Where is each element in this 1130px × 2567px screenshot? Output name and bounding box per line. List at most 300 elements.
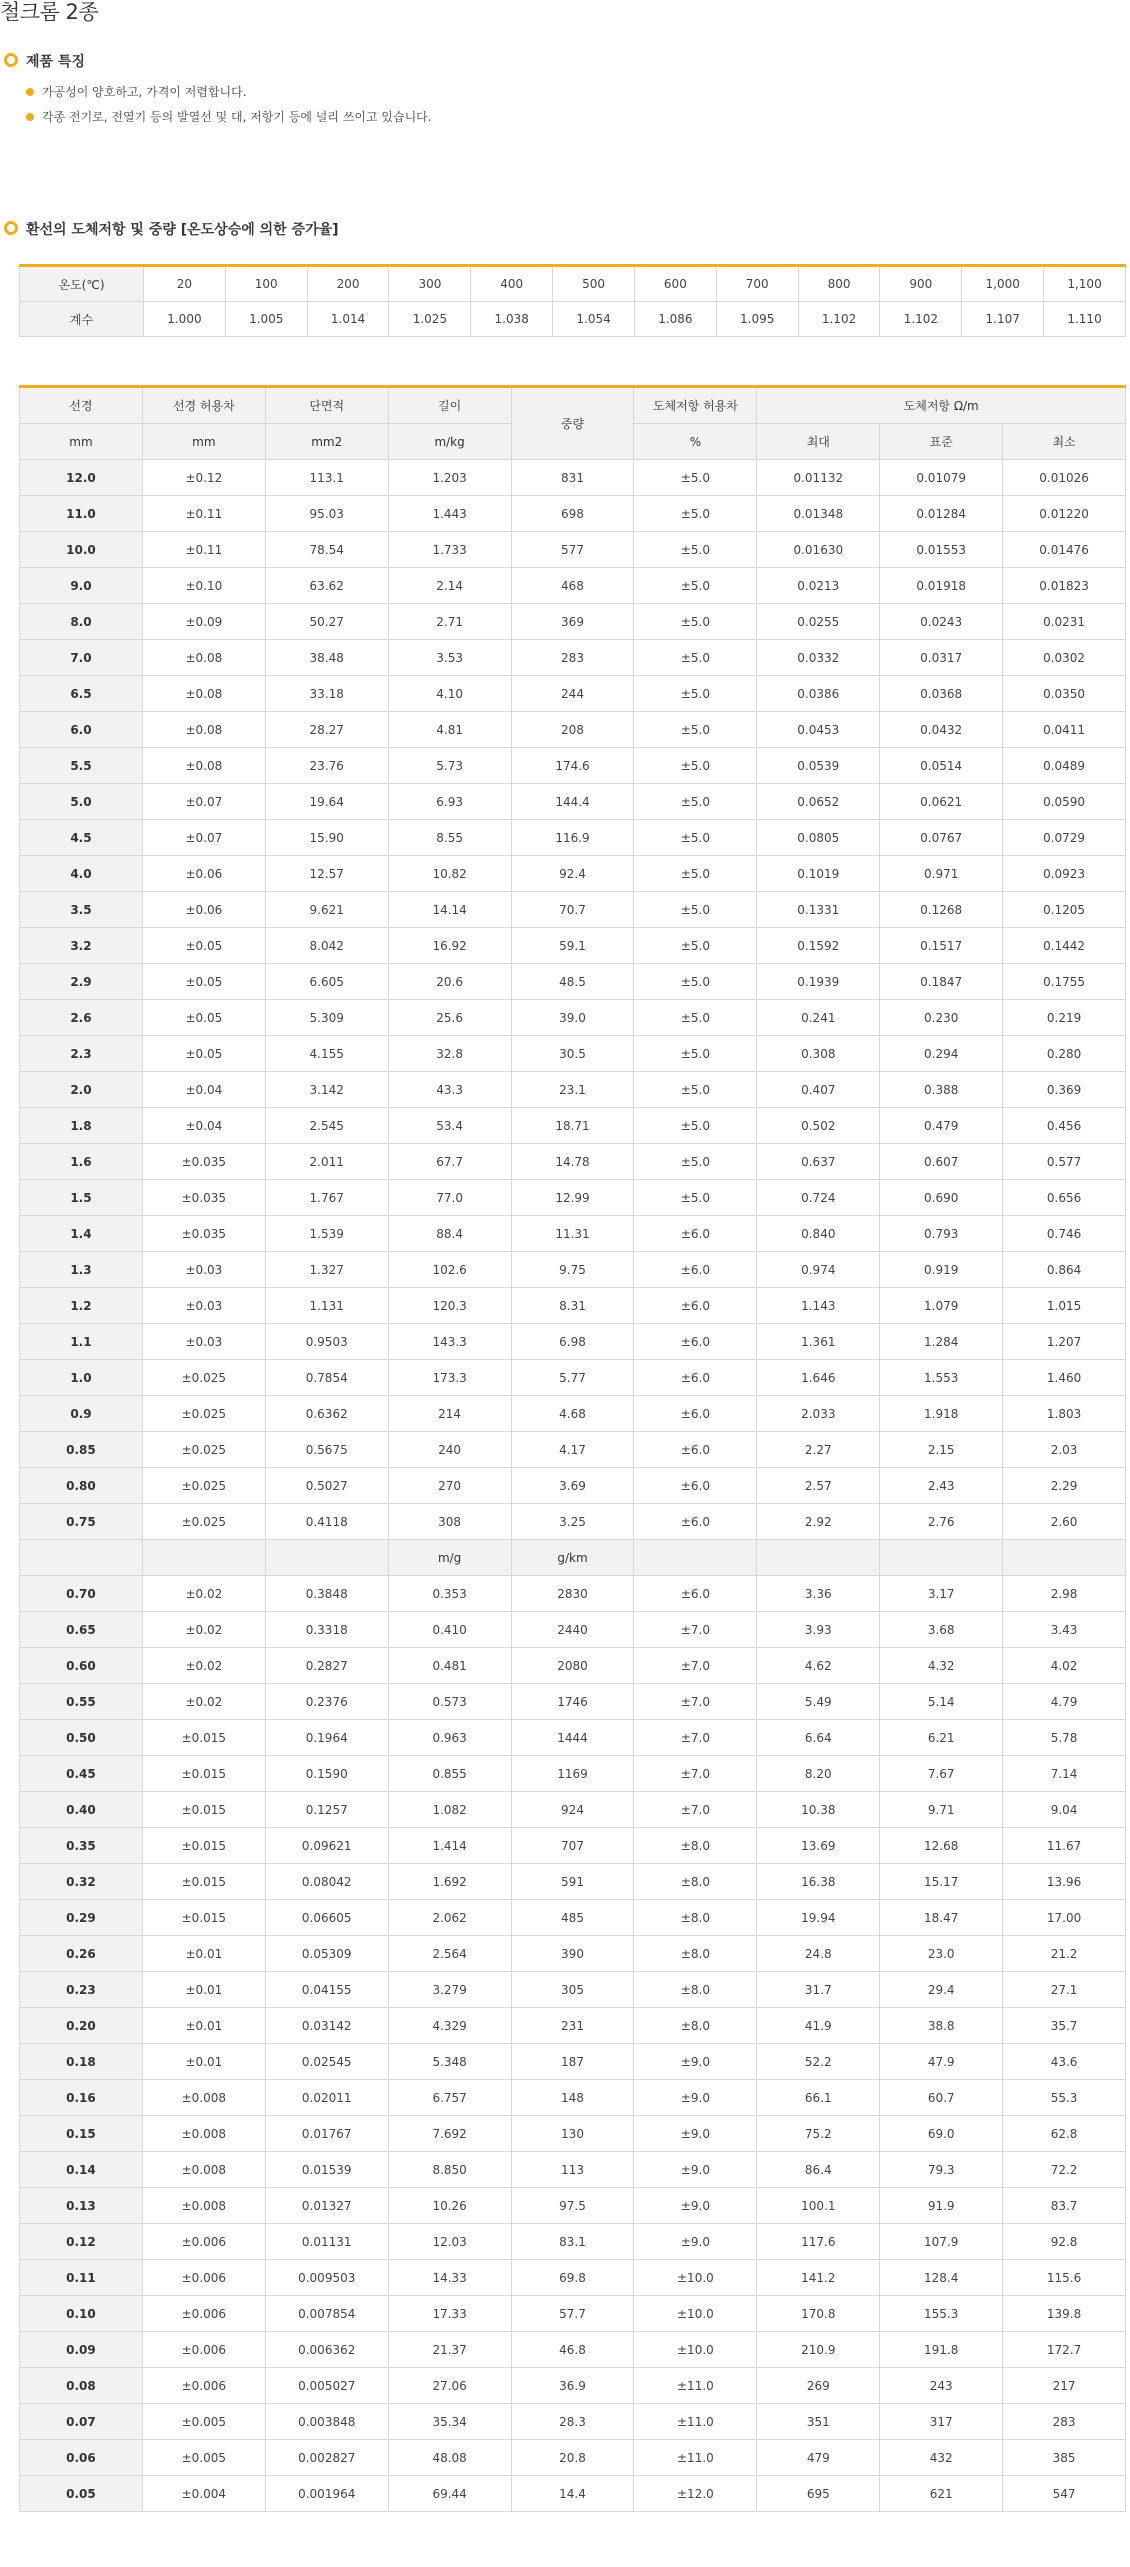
cell-res-std: 0.0621 xyxy=(880,784,1003,820)
table-row xyxy=(20,1144,1126,1180)
table-row xyxy=(20,1000,1126,1036)
cell-diameter: 1.4 xyxy=(20,1216,143,1252)
header-resistance: 도체저항 Ω/m xyxy=(757,387,1126,424)
unit-res-tol: % xyxy=(634,424,757,460)
temp-cell: 1,100 xyxy=(1044,266,1126,302)
cell-res-std: 0.01918 xyxy=(880,568,1003,604)
cell-res-max: 2.57 xyxy=(757,1468,880,1504)
cell-res-tol: ±6.0 xyxy=(634,1360,757,1396)
cell-res-min: 27.1 xyxy=(1003,1972,1126,2008)
cell-res-tol: ±7.0 xyxy=(634,1684,757,1720)
table-row xyxy=(20,892,1126,928)
cell-res-tol: ±5.0 xyxy=(634,640,757,676)
table-row xyxy=(20,1360,1126,1396)
cell-diameter: 6.0 xyxy=(20,712,143,748)
cell-tolerance: ±0.015 xyxy=(142,1900,265,1936)
cell-res-max: 6.64 xyxy=(757,1720,880,1756)
cell-res-min: 21.2 xyxy=(1003,1936,1126,1972)
coeff-cell: 1.054 xyxy=(553,302,635,337)
cell-tolerance: ±0.06 xyxy=(142,892,265,928)
header-tolerance: 선경 허용차 xyxy=(142,387,265,424)
cell-weight: 57.7 xyxy=(511,2296,634,2332)
cell-res-max: 0.0255 xyxy=(757,604,880,640)
cell-res-max: 479 xyxy=(757,2440,880,2476)
cell-area: 0.1257 xyxy=(265,1792,388,1828)
cell-res-min: 35.7 xyxy=(1003,2008,1126,2044)
cell-res-max: 1.646 xyxy=(757,1360,880,1396)
table-row xyxy=(20,1036,1126,1072)
feature-item xyxy=(26,105,432,130)
cell-area: 33.18 xyxy=(265,676,388,712)
cell-area: 0.4118 xyxy=(265,1504,388,1540)
table-row xyxy=(20,1108,1126,1144)
cell-tolerance: ±0.05 xyxy=(142,1000,265,1036)
cell-res-tol: ±11.0 xyxy=(634,2404,757,2440)
cell-diameter: 2.6 xyxy=(20,1000,143,1036)
cell-diameter: 0.60 xyxy=(20,1648,143,1684)
mid-unit-empty xyxy=(265,1540,388,1576)
cell-res-tol: ±8.0 xyxy=(634,1972,757,2008)
cell-length: 43.3 xyxy=(388,1072,511,1108)
cell-length: 10.82 xyxy=(388,856,511,892)
cell-weight: 69.8 xyxy=(511,2260,634,2296)
cell-tolerance: ±0.07 xyxy=(142,820,265,856)
cell-area: 0.6362 xyxy=(265,1396,388,1432)
table-row xyxy=(20,1648,1126,1684)
cell-area: 1.327 xyxy=(265,1252,388,1288)
header-weight: 중량 xyxy=(511,387,634,460)
cell-res-std: 23.0 xyxy=(880,1936,1003,1972)
cell-length: 4.10 xyxy=(388,676,511,712)
cell-res-std: 128.4 xyxy=(880,2260,1003,2296)
cell-res-std: 155.3 xyxy=(880,2296,1003,2332)
cell-res-min: 0.369 xyxy=(1003,1072,1126,1108)
spec-table xyxy=(19,385,1126,2512)
temp-cell: 100 xyxy=(225,266,307,302)
cell-tolerance: ±0.06 xyxy=(142,856,265,892)
coeff-cell: 1.102 xyxy=(798,302,880,337)
table-row xyxy=(20,1252,1126,1288)
cell-tolerance: ±0.05 xyxy=(142,928,265,964)
bullet-dot-icon xyxy=(26,113,34,121)
cell-res-min: 217 xyxy=(1003,2368,1126,2404)
cell-length: 2.062 xyxy=(388,1900,511,1936)
cell-res-tol: ±5.0 xyxy=(634,964,757,1000)
cell-res-min: 2.98 xyxy=(1003,1576,1126,1612)
cell-res-tol: ±8.0 xyxy=(634,2008,757,2044)
cell-res-max: 141.2 xyxy=(757,2260,880,2296)
cell-tolerance: ±0.008 xyxy=(142,2116,265,2152)
cell-area: 1.767 xyxy=(265,1180,388,1216)
cell-weight: 1169 xyxy=(511,1756,634,1792)
cell-res-max: 2.27 xyxy=(757,1432,880,1468)
cell-length: 2.71 xyxy=(388,604,511,640)
cell-res-max: 0.01630 xyxy=(757,532,880,568)
cell-res-max: 13.69 xyxy=(757,1828,880,1864)
cell-length: 3.53 xyxy=(388,640,511,676)
cell-res-std: 0.294 xyxy=(880,1036,1003,1072)
cell-tolerance: ±0.03 xyxy=(142,1288,265,1324)
cell-diameter: 0.50 xyxy=(20,1720,143,1756)
cell-weight: 577 xyxy=(511,532,634,568)
cell-length: 5.348 xyxy=(388,2044,511,2080)
cell-tolerance: ±0.005 xyxy=(142,2440,265,2476)
cell-res-max: 10.38 xyxy=(757,1792,880,1828)
cell-tolerance: ±0.015 xyxy=(142,1792,265,1828)
cell-res-std: 0.0514 xyxy=(880,748,1003,784)
cell-res-std: 0.0767 xyxy=(880,820,1003,856)
temp-cell: 500 xyxy=(553,266,635,302)
cell-area: 0.09621 xyxy=(265,1828,388,1864)
cell-length: 14.14 xyxy=(388,892,511,928)
cell-diameter: 1.0 xyxy=(20,1360,143,1396)
cell-length: 1.082 xyxy=(388,1792,511,1828)
table-row xyxy=(20,640,1126,676)
unit-tolerance: mm xyxy=(142,424,265,460)
cell-res-min: 172.7 xyxy=(1003,2332,1126,2368)
cell-diameter: 0.9 xyxy=(20,1396,143,1432)
cell-weight: 369 xyxy=(511,604,634,640)
cell-area: 113.1 xyxy=(265,460,388,496)
mid-unit-empty xyxy=(634,1540,757,1576)
mid-unit-empty xyxy=(880,1540,1003,1576)
cell-res-min: 3.43 xyxy=(1003,1612,1126,1648)
table-row xyxy=(20,2260,1126,2296)
cell-res-max: 31.7 xyxy=(757,1972,880,2008)
cell-res-std: 0.0243 xyxy=(880,604,1003,640)
cell-res-tol: ±5.0 xyxy=(634,1108,757,1144)
cell-res-min: 4.02 xyxy=(1003,1648,1126,1684)
coeff-cell: 1.025 xyxy=(389,302,471,337)
cell-tolerance: ±0.03 xyxy=(142,1252,265,1288)
cell-diameter: 0.45 xyxy=(20,1756,143,1792)
cell-area: 0.5675 xyxy=(265,1432,388,1468)
cell-length: 32.8 xyxy=(388,1036,511,1072)
cell-diameter: 0.85 xyxy=(20,1432,143,1468)
cell-res-max: 0.0213 xyxy=(757,568,880,604)
table-row xyxy=(20,1576,1126,1612)
cell-tolerance: ±0.12 xyxy=(142,460,265,496)
cell-res-max: 0.01132 xyxy=(757,460,880,496)
cell-res-tol: ±5.0 xyxy=(634,460,757,496)
coeff-cell: 1.005 xyxy=(225,302,307,337)
mid-unit-length: m/g xyxy=(388,1540,511,1576)
unit-min: 최소 xyxy=(1003,424,1126,460)
cell-weight: 113 xyxy=(511,2152,634,2188)
cell-res-min: 5.78 xyxy=(1003,1720,1126,1756)
cell-diameter: 0.14 xyxy=(20,2152,143,2188)
cell-res-tol: ±5.0 xyxy=(634,1036,757,1072)
cell-diameter: 10.0 xyxy=(20,532,143,568)
cell-res-std: 0.793 xyxy=(880,1216,1003,1252)
coeff-row xyxy=(20,302,1126,337)
mid-unit-empty xyxy=(1003,1540,1126,1576)
temp-cell: 20 xyxy=(144,266,226,302)
cell-res-std: 15.17 xyxy=(880,1864,1003,1900)
cell-res-tol: ±6.0 xyxy=(634,1576,757,1612)
cell-tolerance: ±0.025 xyxy=(142,1468,265,1504)
cell-length: 173.3 xyxy=(388,1360,511,1396)
features-heading xyxy=(4,52,85,72)
cell-area: 50.27 xyxy=(265,604,388,640)
cell-tolerance: ±0.035 xyxy=(142,1144,265,1180)
cell-length: 8.55 xyxy=(388,820,511,856)
cell-tolerance: ±0.015 xyxy=(142,1864,265,1900)
cell-res-std: 2.15 xyxy=(880,1432,1003,1468)
cell-diameter: 11.0 xyxy=(20,496,143,532)
cell-weight: 18.71 xyxy=(511,1108,634,1144)
table-row xyxy=(20,532,1126,568)
cell-res-tol: ±6.0 xyxy=(634,1468,757,1504)
cell-weight: 130 xyxy=(511,2116,634,2152)
temp-cell: 400 xyxy=(471,266,553,302)
cell-area: 63.62 xyxy=(265,568,388,604)
cell-res-min: 0.0590 xyxy=(1003,784,1126,820)
cell-res-std: 6.21 xyxy=(880,1720,1003,1756)
cell-res-max: 16.38 xyxy=(757,1864,880,1900)
cell-res-max: 0.0386 xyxy=(757,676,880,712)
cell-res-tol: ±8.0 xyxy=(634,1864,757,1900)
cell-res-std: 621 xyxy=(880,2476,1003,2512)
feature-text: 각종 전기로, 전열기 등의 발열선 및 대, 저항기 등에 널리 쓰이고 있습니다. xyxy=(42,110,432,124)
cell-area: 2.545 xyxy=(265,1108,388,1144)
cell-res-tol: ±7.0 xyxy=(634,1612,757,1648)
cell-diameter: 2.0 xyxy=(20,1072,143,1108)
cell-length: 0.410 xyxy=(388,1612,511,1648)
cell-res-max: 8.20 xyxy=(757,1756,880,1792)
cell-tolerance: ±0.025 xyxy=(142,1396,265,1432)
cell-weight: 187 xyxy=(511,2044,634,2080)
cell-area: 0.1590 xyxy=(265,1756,388,1792)
temperature-coefficient-table xyxy=(19,264,1126,337)
cell-res-min: 385 xyxy=(1003,2440,1126,2476)
cell-weight: 12.99 xyxy=(511,1180,634,1216)
cell-res-tol: ±5.0 xyxy=(634,604,757,640)
cell-weight: 70.7 xyxy=(511,892,634,928)
cell-weight: 144.4 xyxy=(511,784,634,820)
cell-area: 28.27 xyxy=(265,712,388,748)
cell-res-tol: ±7.0 xyxy=(634,1720,757,1756)
table-row xyxy=(20,460,1126,496)
cell-tolerance: ±0.01 xyxy=(142,2008,265,2044)
cell-tolerance: ±0.006 xyxy=(142,2368,265,2404)
table-row xyxy=(20,820,1126,856)
cell-diameter: 5.0 xyxy=(20,784,143,820)
cell-area: 0.02545 xyxy=(265,2044,388,2080)
cell-tolerance: ±0.04 xyxy=(142,1072,265,1108)
cell-res-min: 0.656 xyxy=(1003,1180,1126,1216)
cell-diameter: 12.0 xyxy=(20,460,143,496)
cell-area: 38.48 xyxy=(265,640,388,676)
table-row xyxy=(20,2440,1126,2476)
cell-area: 0.7854 xyxy=(265,1360,388,1396)
cell-res-std: 1.079 xyxy=(880,1288,1003,1324)
cell-res-min: 0.01220 xyxy=(1003,496,1126,532)
cell-weight: 283 xyxy=(511,640,634,676)
cell-diameter: 0.35 xyxy=(20,1828,143,1864)
cell-res-min: 0.0729 xyxy=(1003,820,1126,856)
cell-res-min: 0.746 xyxy=(1003,1216,1126,1252)
cell-res-max: 0.01348 xyxy=(757,496,880,532)
cell-res-min: 1.803 xyxy=(1003,1396,1126,1432)
cell-length: 120.3 xyxy=(388,1288,511,1324)
cell-tolerance: ±0.004 xyxy=(142,2476,265,2512)
cell-res-min: 1.207 xyxy=(1003,1324,1126,1360)
cell-res-min: 0.0231 xyxy=(1003,604,1126,640)
cell-tolerance: ±0.08 xyxy=(142,640,265,676)
cell-length: 10.26 xyxy=(388,2188,511,2224)
cell-res-std: 0.0432 xyxy=(880,712,1003,748)
cell-res-std: 9.71 xyxy=(880,1792,1003,1828)
cell-weight: 5.77 xyxy=(511,1360,634,1396)
cell-res-std: 107.9 xyxy=(880,2224,1003,2260)
cell-res-std: 191.8 xyxy=(880,2332,1003,2368)
cell-tolerance: ±0.015 xyxy=(142,1828,265,1864)
cell-tolerance: ±0.10 xyxy=(142,568,265,604)
table-row xyxy=(20,1072,1126,1108)
cell-res-tol: ±6.0 xyxy=(634,1432,757,1468)
cell-diameter: 2.9 xyxy=(20,964,143,1000)
temp-cell: 800 xyxy=(798,266,880,302)
cell-res-min: 1.460 xyxy=(1003,1360,1126,1396)
cell-weight: 707 xyxy=(511,1828,634,1864)
cell-res-max: 269 xyxy=(757,2368,880,2404)
cell-diameter: 4.5 xyxy=(20,820,143,856)
table-row xyxy=(20,1720,1126,1756)
cell-res-min: 9.04 xyxy=(1003,1792,1126,1828)
temp-cell: 300 xyxy=(389,266,471,302)
cell-area: 0.003848 xyxy=(265,2404,388,2440)
cell-area: 9.621 xyxy=(265,892,388,928)
cell-diameter: 0.75 xyxy=(20,1504,143,1540)
spec-header-row xyxy=(20,387,1126,424)
table-row xyxy=(20,2332,1126,2368)
coeff-cell: 1.095 xyxy=(716,302,798,337)
cell-area: 0.009503 xyxy=(265,2260,388,2296)
cell-length: 270 xyxy=(388,1468,511,1504)
cell-res-min: 92.8 xyxy=(1003,2224,1126,2260)
cell-length: 0.573 xyxy=(388,1684,511,1720)
cell-res-tol: ±9.0 xyxy=(634,2116,757,2152)
cell-weight: 116.9 xyxy=(511,820,634,856)
cell-res-min: 0.0411 xyxy=(1003,712,1126,748)
cell-weight: 20.8 xyxy=(511,2440,634,2476)
cell-res-min: 283 xyxy=(1003,2404,1126,2440)
cell-diameter: 1.5 xyxy=(20,1180,143,1216)
cell-res-std: 3.68 xyxy=(880,1612,1003,1648)
cell-area: 0.001964 xyxy=(265,2476,388,2512)
cell-area: 0.9503 xyxy=(265,1324,388,1360)
cell-diameter: 0.12 xyxy=(20,2224,143,2260)
cell-res-std: 2.43 xyxy=(880,1468,1003,1504)
cell-res-max: 0.0453 xyxy=(757,712,880,748)
cell-length: 53.4 xyxy=(388,1108,511,1144)
cell-res-std: 0.919 xyxy=(880,1252,1003,1288)
cell-res-min: 72.2 xyxy=(1003,2152,1126,2188)
coeff-cell: 1.086 xyxy=(634,302,716,337)
cell-res-tol: ±5.0 xyxy=(634,1000,757,1036)
table-row xyxy=(20,1900,1126,1936)
cell-res-std: 79.3 xyxy=(880,2152,1003,2188)
cell-length: 69.44 xyxy=(388,2476,511,2512)
cell-tolerance: ±0.08 xyxy=(142,712,265,748)
cell-length: 67.7 xyxy=(388,1144,511,1180)
mid-unit-weight: g/km xyxy=(511,1540,634,1576)
cell-res-tol: ±8.0 xyxy=(634,1900,757,1936)
cell-res-min: 2.03 xyxy=(1003,1432,1126,1468)
table-row xyxy=(20,1828,1126,1864)
cell-diameter: 1.1 xyxy=(20,1324,143,1360)
cell-diameter: 0.65 xyxy=(20,1612,143,1648)
cell-res-std: 60.7 xyxy=(880,2080,1003,2116)
cell-length: 8.850 xyxy=(388,2152,511,2188)
cell-length: 102.6 xyxy=(388,1252,511,1288)
cell-diameter: 8.0 xyxy=(20,604,143,640)
cell-res-tol: ±6.0 xyxy=(634,1396,757,1432)
cell-weight: 23.1 xyxy=(511,1072,634,1108)
cell-weight: 698 xyxy=(511,496,634,532)
cell-diameter: 0.08 xyxy=(20,2368,143,2404)
table-row xyxy=(20,1504,1126,1540)
cell-length: 20.6 xyxy=(388,964,511,1000)
cell-res-min: 0.01026 xyxy=(1003,460,1126,496)
cell-tolerance: ±0.08 xyxy=(142,748,265,784)
bullet-ring-icon xyxy=(4,221,18,235)
cell-length: 0.353 xyxy=(388,1576,511,1612)
cell-weight: 591 xyxy=(511,1864,634,1900)
cell-res-std: 243 xyxy=(880,2368,1003,2404)
cell-res-std: 0.0317 xyxy=(880,640,1003,676)
cell-length: 88.4 xyxy=(388,1216,511,1252)
cell-res-max: 4.62 xyxy=(757,1648,880,1684)
cell-tolerance: ±0.01 xyxy=(142,2044,265,2080)
cell-res-min: 0.1442 xyxy=(1003,928,1126,964)
cell-diameter: 0.06 xyxy=(20,2440,143,2476)
cell-res-max: 41.9 xyxy=(757,2008,880,2044)
cell-diameter: 0.29 xyxy=(20,1900,143,1936)
cell-length: 0.855 xyxy=(388,1756,511,1792)
coeff-cell: 1.038 xyxy=(471,302,553,337)
cell-res-min: 0.219 xyxy=(1003,1000,1126,1036)
cell-res-std: 0.971 xyxy=(880,856,1003,892)
cell-res-min: 0.456 xyxy=(1003,1108,1126,1144)
cell-res-max: 2.92 xyxy=(757,1504,880,1540)
table-row xyxy=(20,2368,1126,2404)
cell-area: 0.005027 xyxy=(265,2368,388,2404)
cell-res-max: 0.502 xyxy=(757,1108,880,1144)
cell-res-tol: ±5.0 xyxy=(634,1144,757,1180)
cell-res-max: 5.49 xyxy=(757,1684,880,1720)
cell-res-min: 62.8 xyxy=(1003,2116,1126,2152)
cell-res-min: 83.7 xyxy=(1003,2188,1126,2224)
cell-weight: 244 xyxy=(511,676,634,712)
cell-res-tol: ±8.0 xyxy=(634,1828,757,1864)
cell-weight: 305 xyxy=(511,1972,634,2008)
cell-weight: 92.4 xyxy=(511,856,634,892)
table-row xyxy=(20,496,1126,532)
cell-res-min: 13.96 xyxy=(1003,1864,1126,1900)
cell-res-tol: ±5.0 xyxy=(634,928,757,964)
cell-res-max: 0.1939 xyxy=(757,964,880,1000)
cell-area: 0.04155 xyxy=(265,1972,388,2008)
cell-weight: 83.1 xyxy=(511,2224,634,2260)
table-row xyxy=(20,1936,1126,1972)
temp-row xyxy=(20,266,1126,302)
cell-res-max: 0.840 xyxy=(757,1216,880,1252)
cell-weight: 39.0 xyxy=(511,1000,634,1036)
cell-area: 0.01767 xyxy=(265,2116,388,2152)
cell-diameter: 0.15 xyxy=(20,2116,143,2152)
